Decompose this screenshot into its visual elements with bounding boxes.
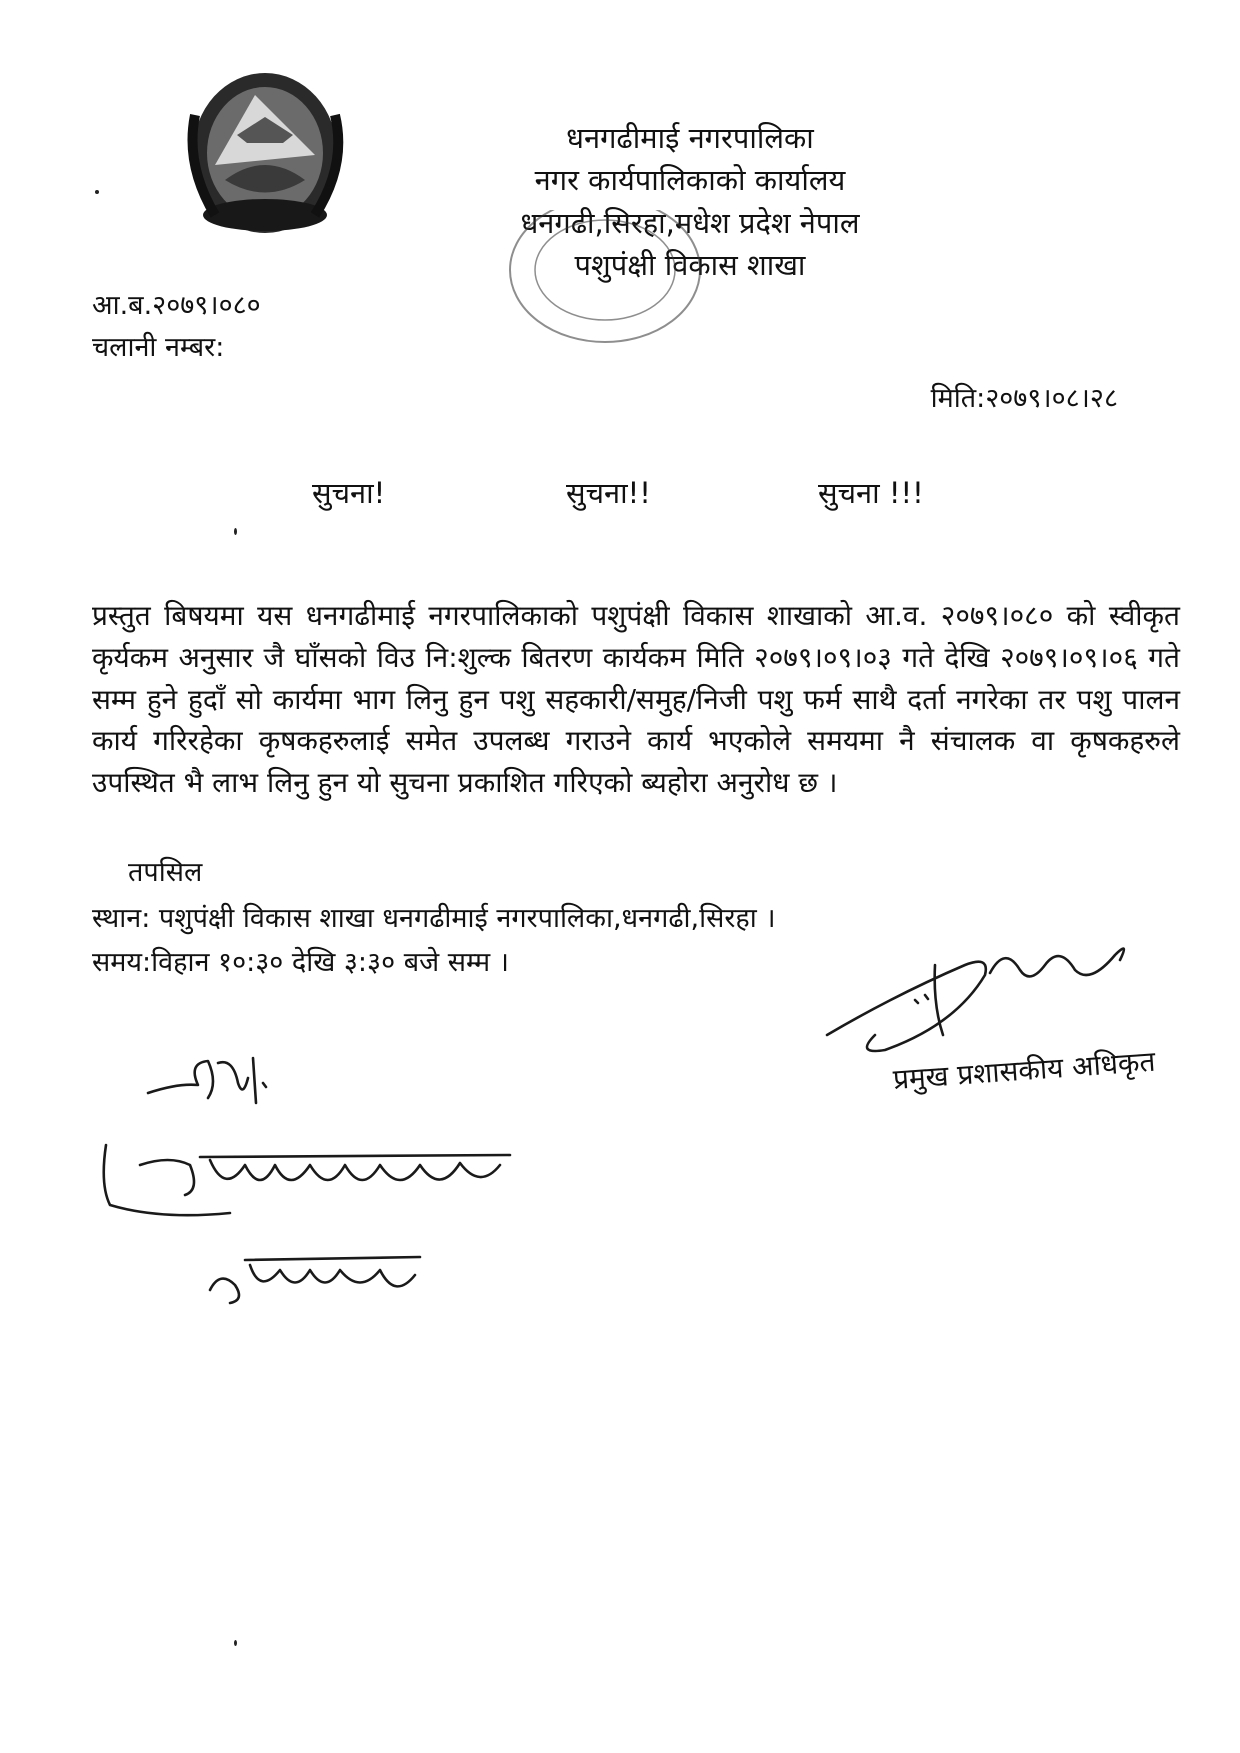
office-body: नगर कार्यपालिकाको कार्यालय <box>534 163 846 197</box>
nepal-emblem <box>165 55 365 245</box>
scan-speck <box>234 1640 237 1646</box>
scan-speck <box>95 190 99 194</box>
scan-speck <box>234 528 237 535</box>
notice-body: प्रस्तुत बिषयमा यस धनगढीमाई नगरपालिकाको पशुपंक्षी विकास शाखाको आ.व. २०७९।०८० को स्वीकृत कृर्यकम अनुसार जै घाँसको विउ नि:शुल्क बितरण कार्यकम मिति २०७९।०९।०३ गते देखि २०७९।०९।०६ गते सम्म हुने हुदाँ सो कार्यमा भाग लिनु हुन पशु सहकारी/समुह/निजी पशु फर्म साथै दर्ता नगरेका तर पशु पालन कार्य गरिरहेका कृषकहरुलाई समेत उपलब्ध गराउने कार्य भएकोले समयमा नै संचालक वा कृषकहरुले उपस्थित भै लाभ लिनु हुन यो सुचना प्रकाशित गरिएको ब्यहोरा अनुरोध छ । <box>92 599 1180 800</box>
branch-initial-signature <box>138 1043 298 1113</box>
details-label: तपसिल <box>128 857 203 888</box>
fiscal-year: आ.ब.२०७९।०८० <box>92 290 261 321</box>
details-time: समय:विहान १०:३० देखि ३:३० बजे सम्म । <box>92 947 510 978</box>
dispatch-number: चलानी नम्बर: <box>92 332 225 363</box>
branch-name: पशुपंक्षी विकास शाखा <box>574 248 806 282</box>
officer-title: प्रमुख प्रशासकीय अधिकृत <box>891 1044 1157 1096</box>
notice-word-2: सुचना!! <box>566 476 651 510</box>
letter-date: मिति:२०७९।०८।२८ <box>930 383 1118 414</box>
office-stamp <box>490 210 720 360</box>
branch-head-title-signature <box>200 1245 430 1310</box>
details-place: स्थान: पशुपंक्षी विकास शाखा धनगढीमाई नगरपालिका,धनगढी,सिरहा । <box>92 903 776 934</box>
office-name: धनगढीमाई नगरपालिका <box>566 121 814 155</box>
branch-head-name-signature <box>100 1135 520 1235</box>
notice-word-1: सुचना! <box>312 476 386 510</box>
notice-word-3: सुचना !!! <box>818 476 924 510</box>
office-address: धनगढी,सिरहा,मधेश प्रदेश नेपाल <box>520 206 860 240</box>
